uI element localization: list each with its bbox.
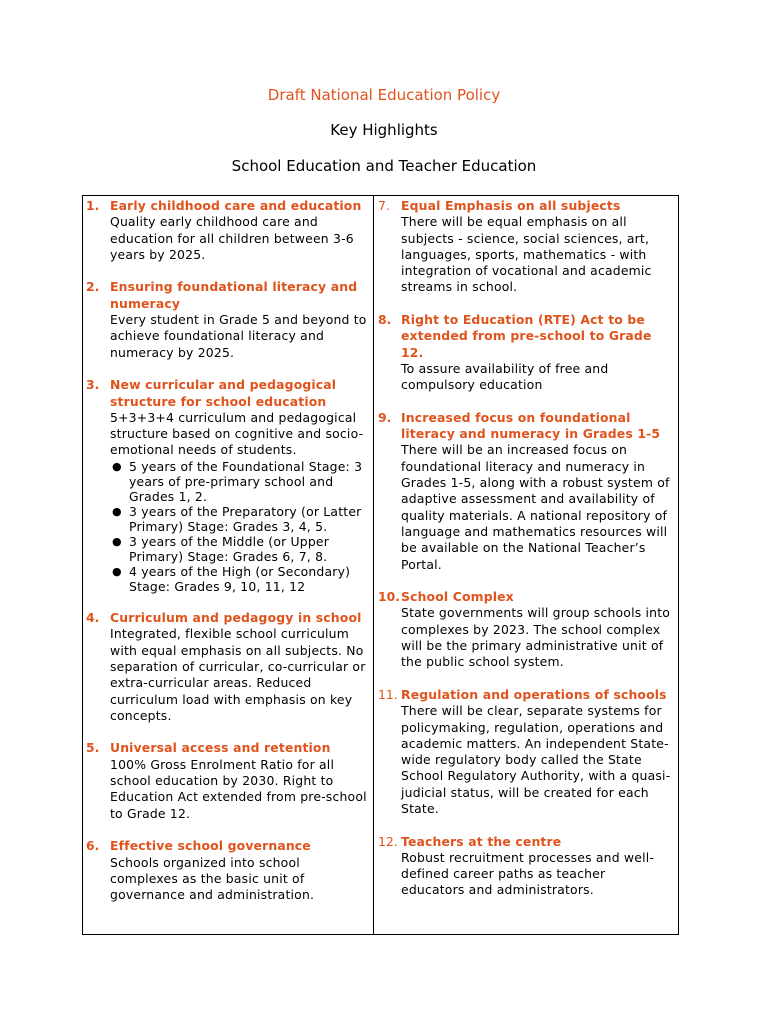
item-body: There will be clear, separate systems for policymaking, regulation, operations and academic matters. An independent State-wide regulatory body called the State School Regulatory Authority, with a quasi-judicial status, will be created for each State. xyxy=(401,703,671,816)
highlight-item-2 xyxy=(83,279,373,360)
item-heading: Curriculum and pedagogy in school xyxy=(110,610,362,626)
item-heading: Increased focus on foundational literacy and numeracy in Grades 1-5 xyxy=(401,409,661,442)
highlight-item-12 xyxy=(374,834,678,899)
left-column xyxy=(83,196,374,934)
item-number: 10. xyxy=(378,589,400,605)
item-number: 4. xyxy=(86,610,100,626)
bullet-icon: ● xyxy=(112,564,122,578)
item-body: Every student in Grade 5 and beyond to achieve foundational literacy and numeracy by 2025. xyxy=(110,312,367,360)
item-number: 8. xyxy=(378,312,392,328)
item-number: 6. xyxy=(86,838,100,854)
item-heading: Universal access and retention xyxy=(110,740,331,756)
item-body: State governments will group schools into complexes by 2023. The school complex will be the primary administrative unit of the public school system. xyxy=(401,605,671,670)
item-body: 5+3+3+4 curriculum and pedagogical structure based on cognitive and socio-emotional needs of students. xyxy=(110,409,364,458)
item-number: 1. xyxy=(86,198,100,213)
item-body: Quality early childhood care and education for all children between 3-6 years by 2025. xyxy=(110,214,354,262)
list-item: ● 3 years of the Preparatory (or Latter Primary) Stage: Grades 3, 4, 5. xyxy=(112,503,362,534)
item-number: 2. xyxy=(86,279,100,295)
item-number: 12. xyxy=(378,833,398,849)
list-item: ● 4 years of the High (or Secondary) Stage: Grades 9, 10, 11, 12 xyxy=(112,563,351,594)
item-number: 9. xyxy=(378,409,392,425)
item-number: 3. xyxy=(86,377,100,393)
highlight-item-9 xyxy=(374,410,678,573)
item-body: Schools organized into school complexes as the basic unit of governance and administration. xyxy=(110,854,315,903)
highlight-item-11 xyxy=(374,687,678,817)
key-highlights-heading: Key Highlights xyxy=(330,121,438,139)
item-body: Robust recruitment processes and well-defined career paths as teacher educators and administrators. xyxy=(401,849,655,898)
item-heading: Teachers at the centre xyxy=(401,833,562,849)
highlight-item-5 xyxy=(83,740,373,821)
item-heading: Ensuring foundational literacy and numeracy xyxy=(110,279,358,311)
bullet-icon: ● xyxy=(112,534,122,548)
highlight-item-1 xyxy=(83,198,373,263)
item-body: Integrated, flexible school curriculum with equal emphasis on all subjects. No separation of curricular, co-curricular or extra-curricular areas. Reduced curriculum load with emphasis on key concepts. xyxy=(110,626,366,723)
section-heading: School Education and Teacher Education xyxy=(231,157,537,175)
item-body: 100% Gross Enrolment Ratio for all school education by 2030. Right to Education Act extended from pre-school to Grade 12. xyxy=(110,756,367,821)
item-heading: New curricular and pedagogical structure for school education xyxy=(110,377,337,409)
item-heading: School Complex xyxy=(401,589,514,605)
bullet-icon: ● xyxy=(112,504,122,518)
item-number: 5. xyxy=(86,740,100,756)
bullet-icon: ● xyxy=(112,459,122,473)
item-heading: Effective school governance xyxy=(110,838,311,854)
list-item: ● 5 years of the Foundational Stage: 3 years of pre-primary school and Grades 1, 2. xyxy=(112,458,363,504)
right-column xyxy=(374,196,678,934)
item-number: 7. xyxy=(378,198,390,213)
document-title: Draft National Education Policy xyxy=(267,86,501,104)
highlight-item-8 xyxy=(374,312,678,393)
item-body: There will be an increased focus on foundational literacy and numeracy in Grades 1-5, along with a robust system of adaptive assessment and availability of quality materials. A national repository of language and mathematics resources will be available on the National Teacher’s Portal. xyxy=(401,442,670,572)
item-body: To assure availability of free and compulsory education xyxy=(401,360,609,393)
item-heading: Regulation and operations of schools xyxy=(401,686,667,702)
highlight-item-6 xyxy=(83,838,373,903)
highlight-item-4 xyxy=(83,610,373,724)
item-heading: Right to Education (RTE) Act to be extended from pre-school to Grade 12. xyxy=(401,312,652,360)
highlight-item-3 xyxy=(83,377,373,593)
highlight-item-7 xyxy=(374,198,678,296)
item-body: There will be equal emphasis on all subjects - science, social sciences, art, languages, sports, mathematics - with integration of vocational and academic streams in school. xyxy=(401,214,652,295)
stage-bullet-list xyxy=(110,459,373,594)
highlights-table xyxy=(82,195,679,935)
list-item: ● 3 years of the Middle (or Upper Primary) Stage: Grades 6, 7, 8. xyxy=(112,533,330,564)
item-heading: Early childhood care and education xyxy=(110,198,362,213)
item-number: 11. xyxy=(378,686,398,702)
item-heading: Equal Emphasis on all subjects xyxy=(401,198,621,213)
highlight-item-10 xyxy=(374,589,678,670)
